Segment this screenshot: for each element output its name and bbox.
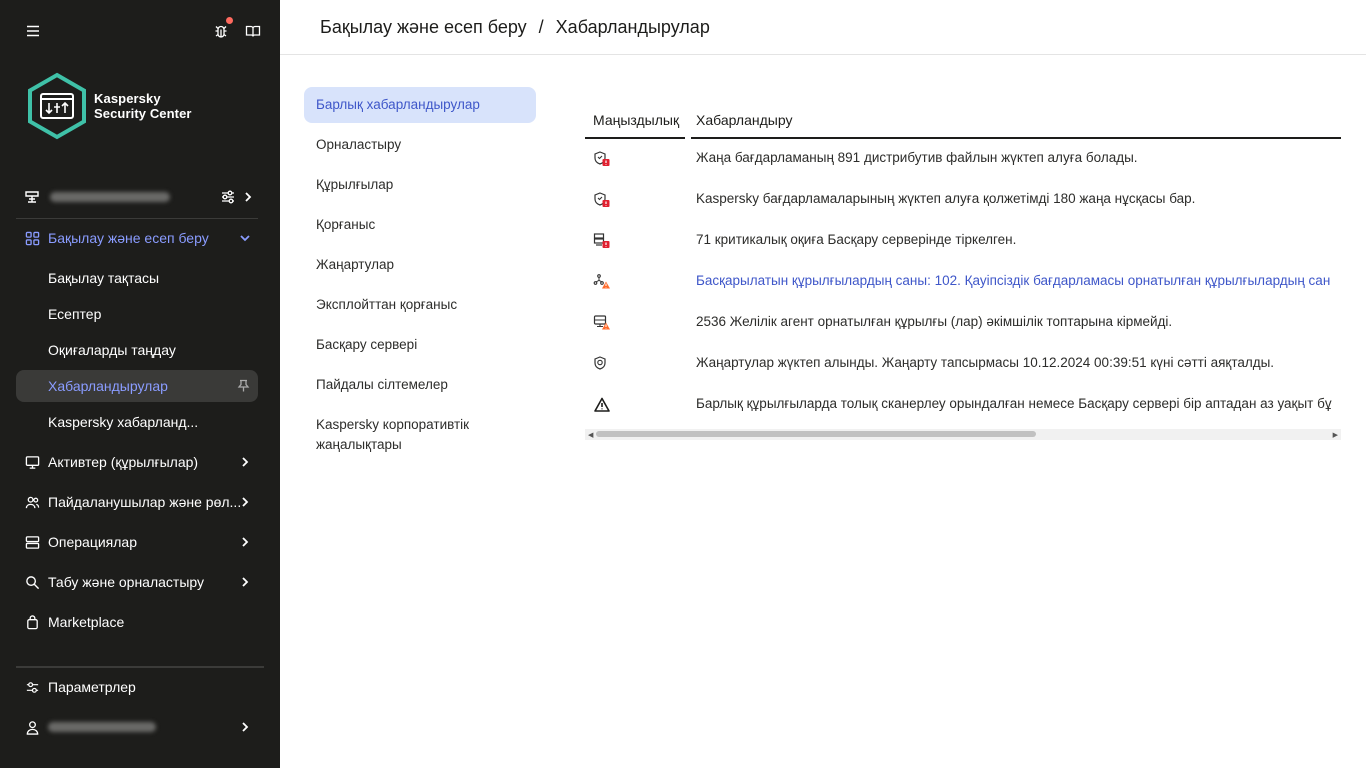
column-header-severity[interactable]: Маңыздылық: [593, 112, 680, 128]
pin-icon[interactable]: [237, 379, 250, 392]
sidebar-item-assets[interactable]: [16, 446, 258, 478]
category-devices[interactable]: Құрылғылар: [304, 167, 536, 203]
table-row[interactable]: [585, 179, 1341, 220]
sidebar-divider: [16, 218, 258, 219]
sidebar-subitem-reports[interactable]: Есептер: [48, 306, 102, 322]
chevron-down-icon: [238, 231, 252, 245]
table-row[interactable]: [585, 302, 1341, 343]
sidebar-subitem-notifications[interactable]: [16, 370, 258, 402]
sidebar-bottom-nav: [16, 671, 258, 751]
sidebar-bottom-divider: [16, 666, 264, 668]
server-selector[interactable]: [24, 186, 254, 208]
notification-text: 71 критикалық оқиға Басқару серверінде тіркелген.: [696, 232, 1017, 247]
table-row[interactable]: [585, 138, 1341, 179]
search-icon: [24, 574, 40, 590]
monitor-icon: [24, 454, 40, 470]
user-icon: [24, 719, 40, 735]
server-critical-icon: [593, 232, 611, 250]
chevron-right-icon: [242, 191, 254, 203]
sidebar-item-discovery[interactable]: [16, 566, 258, 598]
table-row[interactable]: [585, 384, 1341, 425]
category-exploit-prevention[interactable]: Эксплойттан қорғаныс: [304, 287, 536, 323]
category-all-notifications[interactable]: Барлық хабарландырулар: [304, 87, 536, 123]
shield-critical-icon: [593, 191, 611, 209]
table-row[interactable]: [585, 220, 1341, 261]
shield-info-icon: [593, 355, 611, 373]
server-name-redacted: [50, 192, 170, 202]
table-header: [585, 102, 1341, 138]
sidebar-item-label: Marketplace: [48, 614, 125, 630]
sidebar-item-label: Параметрлер: [48, 679, 136, 695]
table-row[interactable]: [585, 261, 1341, 302]
shield-critical-icon: [593, 150, 611, 168]
dashboard-icon: [24, 230, 40, 246]
notification-text: Жаңа бағдарламаның 891 дистрибутив файлын жүктеп алуға болады.: [696, 150, 1138, 165]
network-warning-icon: [593, 273, 611, 291]
notification-text: Барлық құрылғыларда толық сканерлеу орындалған немесе Басқару сервері бір аптадан аз уақыт бұ: [696, 396, 1332, 411]
scrollbar-thumb[interactable]: [596, 431, 1036, 437]
sidebar-item-monitoring[interactable]: [16, 222, 258, 254]
chevron-right-icon: [238, 575, 252, 589]
scroll-left-arrow-icon[interactable]: ◀: [588, 432, 594, 439]
category-useful-links[interactable]: Пайдалы сілтемелер: [304, 367, 536, 403]
operations-icon: [24, 534, 40, 550]
sidebar-item-label: Операциялар: [48, 534, 137, 550]
notification-dot: [226, 17, 233, 24]
breadcrumb: [280, 0, 1366, 55]
notification-text: 2536 Желілік агент орнатылған құрылғы (лар) әкімшілік топтарына кірмейді.: [696, 314, 1173, 329]
sidebar-item-marketplace[interactable]: [16, 606, 258, 638]
kaspersky-logo-icon: [26, 72, 88, 140]
sidebar: [0, 0, 280, 768]
page-title: Хабарландырулар: [555, 16, 710, 37]
category-updates[interactable]: Жаңартулар: [304, 247, 536, 283]
menu-icon[interactable]: [24, 22, 42, 40]
chevron-right-icon: [238, 535, 252, 549]
book-icon[interactable]: [244, 22, 262, 40]
notification-text: Kaspersky бағдарламаларының жүктеп алуға қолжетімді 180 жаңа нұсқасы бар.: [696, 191, 1196, 206]
sidebar-item-user-account[interactable]: [16, 711, 258, 743]
breadcrumb-separator: /: [538, 16, 544, 37]
kaspersky-logo[interactable]: [26, 72, 192, 140]
sidebar-subitem-kaspersky-announcements[interactable]: Kaspersky хабарланд...: [48, 414, 199, 430]
logo-text: [94, 91, 192, 121]
logo-line-2: Security Center: [94, 106, 192, 121]
category-protection[interactable]: Қорғаныс: [304, 207, 536, 243]
users-icon: [24, 494, 40, 510]
notification-text: Жаңартулар жүктеп алынды. Жаңарту тапсырмасы 10.12.2024 00:39:51 күні сәтті аяқталды.: [696, 355, 1275, 370]
server-icon: [24, 189, 40, 205]
category-administration-server[interactable]: Басқару сервері: [304, 327, 536, 363]
scroll-right-arrow-icon[interactable]: ▶: [1332, 432, 1338, 439]
sidebar-item-label: Бақылау және есеп беру: [48, 230, 209, 246]
sidebar-item-label: Активтер (құрылғылар): [48, 454, 199, 470]
sidebar-top-icons: [24, 22, 264, 42]
category-deployment[interactable]: Орналастыру: [304, 127, 536, 163]
sidebar-nav: [16, 222, 258, 646]
breadcrumb-section[interactable]: Бақылау және есеп беру: [320, 16, 527, 37]
user-name-redacted: [48, 722, 156, 732]
notifications-category-menu: [304, 87, 536, 467]
sidebar-subitem-dashboard[interactable]: Бақылау тақтасы: [48, 270, 160, 286]
column-header-notification[interactable]: Хабарландыру: [696, 112, 793, 128]
sidebar-item-users-roles[interactable]: [16, 486, 258, 518]
sidebar-item-operations[interactable]: [16, 526, 258, 558]
chevron-right-icon: [238, 720, 252, 734]
agent-warning-icon: [593, 314, 611, 332]
sidebar-subitem-event-selections[interactable]: Оқиғаларды таңдау: [48, 342, 176, 358]
sidebar-item-label: Пайдаланушылар және рөл...: [48, 494, 242, 510]
category-kaspersky-news[interactable]: Kaspersky корпоративтік жаңалықтары: [304, 407, 536, 463]
settings-sliders-icon: [24, 679, 40, 695]
logo-line-1: Kaspersky: [94, 91, 161, 106]
sidebar-subitem-label: Хабарландырулар: [48, 378, 168, 394]
table-row[interactable]: [585, 343, 1341, 384]
notifications-table: [585, 102, 1341, 442]
filter-settings-icon[interactable]: [220, 189, 236, 205]
sidebar-item-settings[interactable]: [16, 671, 258, 703]
horizontal-scrollbar[interactable]: [585, 429, 1341, 440]
notification-link[interactable]: Басқарылатын құрылғылардың саны: 102. Қауіпсіздік бағдарламасы орнатылған құрылғылардың сан: [696, 273, 1331, 288]
bag-icon: [24, 614, 40, 630]
chevron-right-icon: [238, 495, 252, 509]
alert-triangle-icon: [593, 396, 611, 414]
sidebar-item-label: Табу және орналастыру: [48, 574, 205, 590]
bug-notifications-icon[interactable]: [212, 22, 230, 40]
chevron-right-icon: [238, 455, 252, 469]
